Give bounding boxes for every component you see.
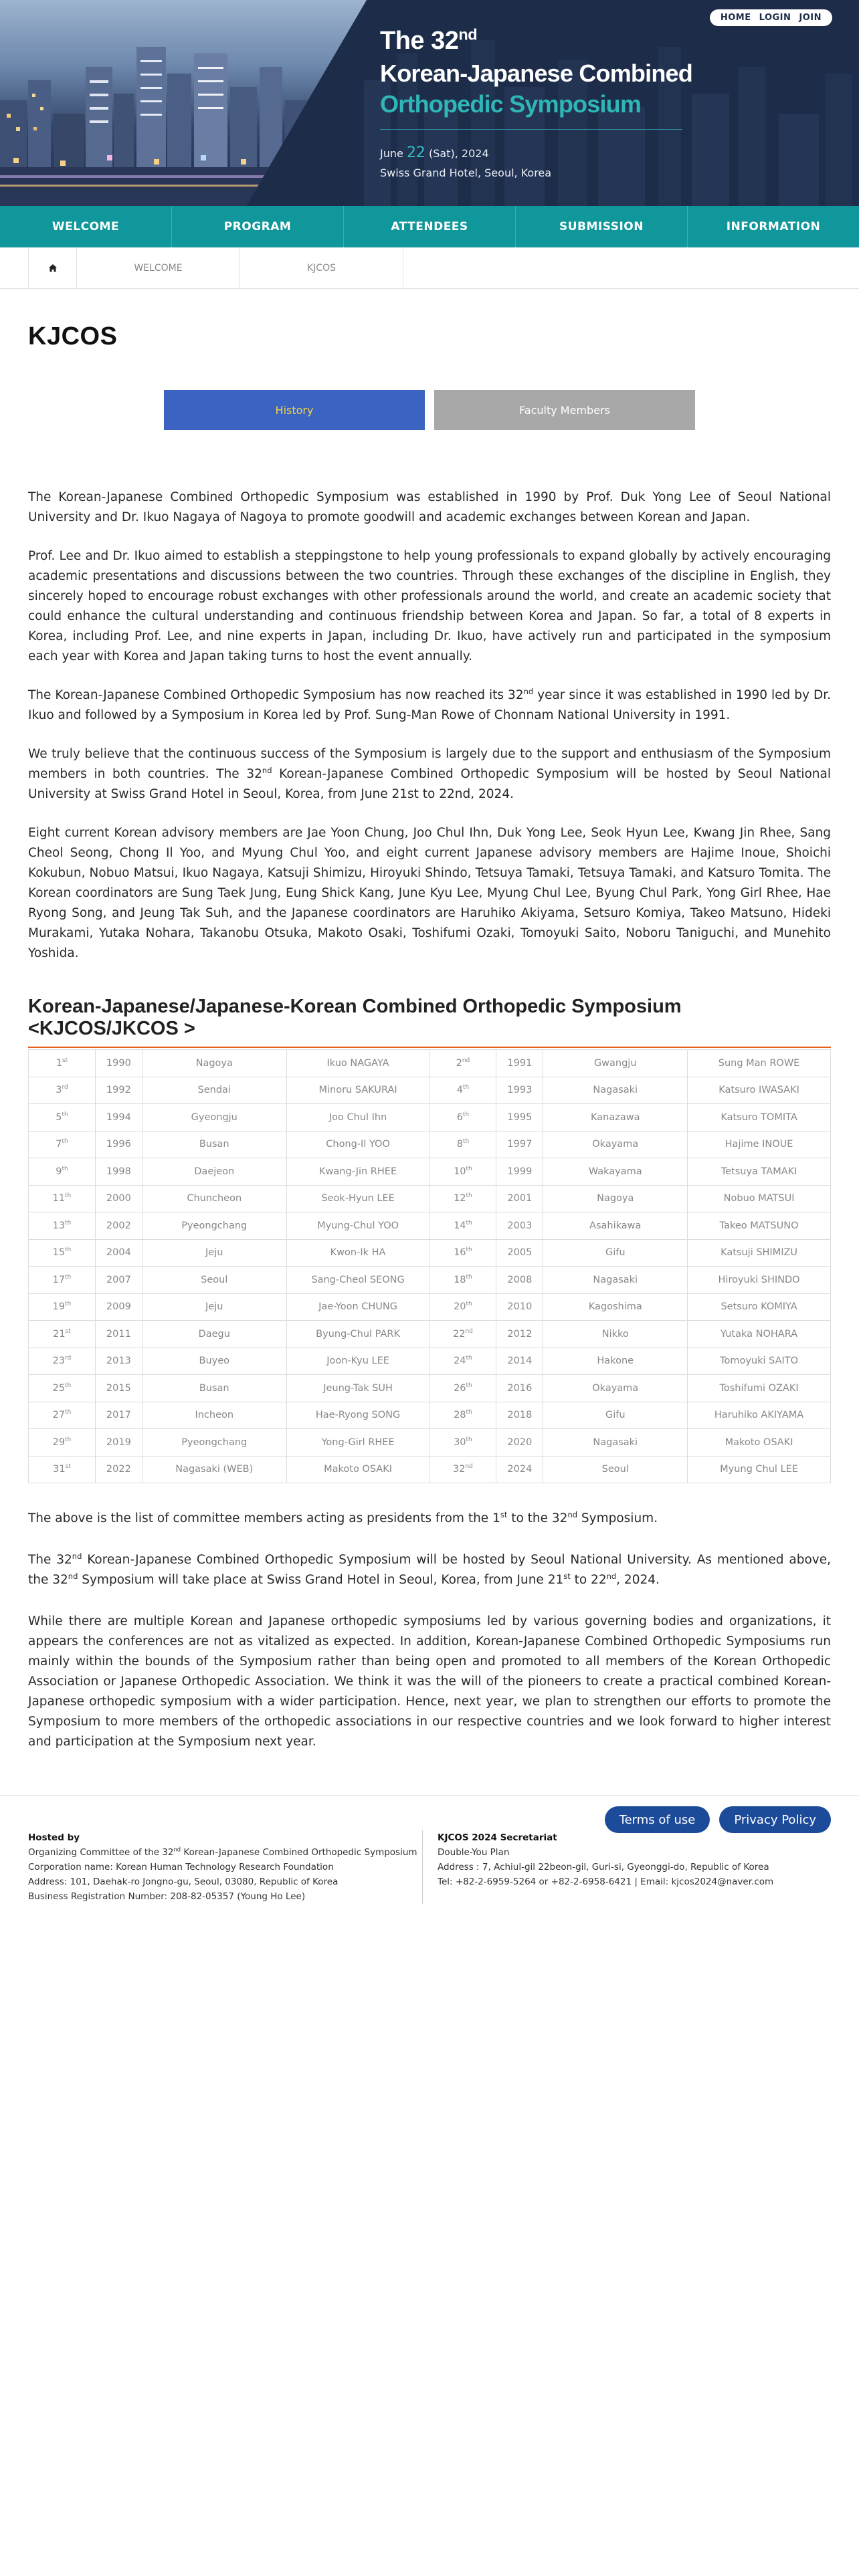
symposium-number: 6th [430, 1104, 496, 1132]
symposium-year: 2000 [95, 1185, 142, 1212]
main-nav [0, 206, 859, 247]
join-link[interactable]: JOIN [799, 13, 822, 23]
closing-paragraph-2: The 32nd Korean-Japanese Combined Orthopedic Symposium will be hosted by Seoul National University. As mentioned above, the 32nd Symposium will take place at Swiss Grand Hotel in Seoul, Korea, from June 21st to 22nd, 2024. [28, 1551, 831, 1587]
symposium-president: Hiroyuki SHINDO [688, 1267, 831, 1294]
intro-paragraph-2: Prof. Lee and Dr. Ikuo aimed to establish a steppingstone to help young professionals to expand globally by actively encouraging academic presentations and discussions between the two countries. Through these exchanges of the discipline in English, they sincerely hoped to encourage robust exchanges with other professionals around the world, and create an academic society that could enhance the cultural understanding and continuous friendship between Korea and Japan. So far, a total of 8 experts in Korea, including Prof. Lee, and nine experts in Japan, including Dr. Ikuo, have actively run and participated in the symposium each year with Korea and Japan taking turns to host the event annually. [28, 549, 831, 663]
nav-welcome[interactable]: WELCOME [0, 206, 172, 247]
tab-bar [28, 390, 831, 430]
table-row [29, 1267, 831, 1294]
symposium-year: 1993 [496, 1077, 543, 1104]
nav-program[interactable]: PROGRAM [172, 206, 344, 247]
symposium-year: 2007 [95, 1267, 142, 1294]
symposium-year: 2010 [496, 1293, 543, 1321]
tab-faculty-members[interactable]: Faculty Members [434, 390, 695, 430]
symposium-city: Chuncheon [142, 1185, 286, 1212]
secretariat-heading: KJCOS 2024 Secretariat [438, 1832, 557, 1843]
symposium-city: Incheon [142, 1402, 286, 1429]
symposium-president: Makoto OSAKI [688, 1429, 831, 1457]
host-registration: Business Registration Number: 208-82-05357 (Young Ho Lee) [28, 1891, 306, 1902]
symposium-city: Seoul [543, 1456, 688, 1483]
symposium-number: 22nd [430, 1321, 496, 1348]
table-row [29, 1239, 831, 1267]
symposium-city: Busan [142, 1375, 286, 1402]
nav-information[interactable]: INFORMATION [726, 220, 821, 233]
symposium-year: 2020 [496, 1429, 543, 1457]
symposium-city: Daejeon [142, 1158, 286, 1186]
hero-edition: The 32nd [380, 25, 478, 55]
symposium-president: Hajime INOUE [688, 1131, 831, 1158]
symposium-number: 26th [430, 1375, 496, 1402]
hero-banner [0, 0, 859, 206]
table-row [29, 1185, 831, 1212]
hero-date: June 22 (Sat), 2024 [380, 144, 489, 161]
symposium-number: 31st [29, 1456, 96, 1483]
symposium-president: Setsuro KOMIYA [688, 1293, 831, 1321]
symposium-year: 2009 [95, 1293, 142, 1321]
tab-history[interactable]: History [164, 390, 425, 430]
symposium-year: 2016 [496, 1375, 543, 1402]
secretariat-name: Double-You Plan [438, 1847, 510, 1858]
symposium-city: Okayama [543, 1131, 688, 1158]
symposium-year: 2013 [95, 1348, 142, 1375]
closing-paragraph-1: The above is the list of committee members acting as presidents from the 1st to the 32nd Symposium. [28, 1509, 658, 1525]
footer-buttons [605, 1806, 831, 1833]
symposium-number: 27th [29, 1402, 96, 1429]
symposium-number: 15th [29, 1239, 96, 1267]
symposium-city: Kanazawa [543, 1104, 688, 1132]
symposium-year: 2011 [95, 1321, 142, 1348]
symposium-president: Katsuro IWASAKI [688, 1077, 831, 1104]
hero-divider [380, 129, 682, 130]
symposium-city: Gwangju [543, 1050, 688, 1077]
symposium-president: Myung-Chul YOO [286, 1212, 430, 1240]
symposium-number: 13th [29, 1212, 96, 1240]
history-table [28, 1049, 831, 1483]
symposium-city: Jeju [142, 1239, 286, 1267]
history-section-title: Korean-Japanese/Japanese-Korean Combined Orthopedic Symposium <KJCOS/JKCOS > [28, 996, 831, 1048]
hero-photo [0, 0, 375, 206]
symposium-city: Nagoya [543, 1185, 688, 1212]
privacy-policy-button[interactable]: Privacy Policy [719, 1806, 831, 1833]
symposium-number: 8th [430, 1131, 496, 1158]
symposium-number: 5th [29, 1104, 96, 1132]
symposium-city: Jeju [142, 1293, 286, 1321]
symposium-year: 2024 [496, 1456, 543, 1483]
symposium-city: Nagoya [142, 1050, 286, 1077]
table-row [29, 1402, 831, 1429]
breadcrumb-level1[interactable]: WELCOME [77, 247, 240, 289]
symposium-president: Jae-Yoon CHUNG [286, 1293, 430, 1321]
symposium-president: Joon-Kyu LEE [286, 1348, 430, 1375]
symposium-president: Sung Man ROWE [688, 1050, 831, 1077]
table-row [29, 1131, 831, 1158]
symposium-year: 2005 [496, 1239, 543, 1267]
nav-submission[interactable]: SUBMISSION [516, 206, 688, 247]
symposium-president: Takeo MATSUNO [688, 1212, 831, 1240]
symposium-year: 2012 [496, 1321, 543, 1348]
symposium-city: Nagasaki [543, 1077, 688, 1104]
hero-text [380, 27, 692, 179]
symposium-year: 2014 [496, 1348, 543, 1375]
host-line: Organizing Committee of the 32nd Korean-Japanese Combined Orthopedic Symposium [28, 1846, 417, 1858]
symposium-president: Makoto OSAKI [286, 1456, 430, 1483]
symposium-number: 3rd [29, 1077, 96, 1104]
symposium-year: 1997 [496, 1131, 543, 1158]
symposium-city: Wakayama [543, 1158, 688, 1186]
home-link[interactable]: HOME [720, 13, 751, 23]
symposium-number: 7th [29, 1131, 96, 1158]
login-link[interactable]: LOGIN [759, 13, 791, 23]
main-content [0, 322, 859, 1752]
symposium-city: Nagasaki (WEB) [142, 1456, 286, 1483]
symposium-president: Ikuo NAGAYA [286, 1050, 430, 1077]
symposium-number: 2nd [430, 1050, 496, 1077]
breadcrumb-home[interactable] [29, 247, 77, 289]
symposium-number: 17th [29, 1267, 96, 1294]
symposium-year: 1991 [496, 1050, 543, 1077]
intro-paragraph-4: We truly believe that the continuous success of the Symposium is largely due to the support and enthusiasm of the Symposium members in both countries. The 32nd Korean-Japanese Combined Orthopedic Symposium will be hosted by Seoul National University at Swiss Grand Hotel in Seoul, Korea, from June 21st to 22nd, 2024. [28, 747, 831, 801]
symposium-city: Pyeongchang [142, 1429, 286, 1457]
symposium-number: 28th [430, 1402, 496, 1429]
symposium-number: 30th [430, 1429, 496, 1457]
symposium-president: Hae-Ryong SONG [286, 1402, 430, 1429]
terms-of-use-button[interactable]: Terms of use [605, 1806, 710, 1833]
symposium-city: Buyeo [142, 1348, 286, 1375]
intro-paragraph-5: Eight current Korean advisory members are Jae Yoon Chung, Joo Chul Ihn, Duk Yong Lee, Seok Hyun Lee, Kwang Jin Rhee, Sang Cheol Seong, Chong Il Yoo, and Myung Chul Yoo, and eight current Japanese advisory members are Hajime Inoue, Shoichi Kokubun, Nobuo Matsui, Ikuo Nagaya, Katsuji Shimizu, Hiroyuki Shindo, Tetsuya Tamaki, Tetsuya Tamaki, and Katsuro Tomita. The Korean coordinators are Sung Taek Jung, Eung Shick Kang, June Kyu Lee, Myung Chul Lee, Byung Chul Park, Yong Girl Rhee, Hae Ryong Song, and Jeung Tak Suh, and the Japanese coordinators are Haruhiko Akiyama, Setsuro Komiya, Takeo Matsuno, Hideki Murakami, Yutaka Nohara, Takanobu Otsuka, Makoto Osaki, Toshifumi Ozaki, Tomoyuki Saito, Noboru Taniguchi, and Munehito Yoshida. [28, 826, 831, 960]
symposium-city: Asahikawa [543, 1212, 688, 1240]
table-row [29, 1429, 831, 1457]
symposium-city: Okayama [543, 1375, 688, 1402]
symposium-number: 9th [29, 1158, 96, 1186]
footer-secretariat-info [438, 1830, 832, 1889]
symposium-year: 2008 [496, 1267, 543, 1294]
symposium-year: 1996 [95, 1131, 142, 1158]
symposium-number: 18th [430, 1267, 496, 1294]
symposium-number: 24th [430, 1348, 496, 1375]
symposium-year: 2001 [496, 1185, 543, 1212]
symposium-city: Pyeongchang [142, 1212, 286, 1240]
symposium-city: Kagoshima [543, 1293, 688, 1321]
symposium-president: Minoru SAKURAI [286, 1077, 430, 1104]
symposium-president: Sang-Cheol SEONG [286, 1267, 430, 1294]
symposium-number: 11th [29, 1185, 96, 1212]
closing-paragraph-3: While there are multiple Korean and Japanese orthopedic symposiums led by various governing bodies and organizations, it appears the conferences are not as vitalized as expected. In addition, Korean-Japanese Combined Orthopedic Symposiums run mainly within the bounds of the Symposium rather than being open and promoted to all members of the Korean Orthopedic Association or Japanese Orthopedic Association. We think it was the will of the pioneers to create a practical combined Korean-Japanese orthopedic symposium with a wider participation. Hence, next year, we plan to strengthen our efforts to promote the Symposium to more members of the orthopedic associations in our respective countries and we look forward to higher interest and participation at the Symposium next year. [28, 1614, 831, 1749]
symposium-president: Tomoyuki SAITO [688, 1348, 831, 1375]
symposium-city: Gifu [543, 1239, 688, 1267]
symposium-city: Nagasaki [543, 1429, 688, 1457]
symposium-number: 20th [430, 1293, 496, 1321]
symposium-number: 4th [430, 1077, 496, 1104]
utility-menu [710, 9, 832, 26]
page-title: KJCOS [28, 322, 118, 350]
symposium-city: Daegu [142, 1321, 286, 1348]
symposium-number: 1st [29, 1050, 96, 1077]
hero-venue: Swiss Grand Hotel, Seoul, Korea [380, 167, 552, 179]
symposium-year: 2022 [95, 1456, 142, 1483]
hero-title-line: Korean-Japanese Combined [380, 60, 692, 87]
symposium-number: 10th [430, 1158, 496, 1186]
host-corporation: Corporation name: Korean Human Technology Research Foundation [28, 1862, 334, 1872]
symposium-president: Yong-Girl RHEE [286, 1429, 430, 1457]
symposium-president: Jeung-Tak SUH [286, 1375, 430, 1402]
footer [0, 1795, 859, 1962]
symposium-year: 2004 [95, 1239, 142, 1267]
symposium-president: Haruhiko AKIYAMA [688, 1402, 831, 1429]
symposium-city: Gyeongju [142, 1104, 286, 1132]
symposium-president: Chong-Il YOO [286, 1131, 430, 1158]
symposium-president: Kwon-Ik HA [286, 1239, 430, 1267]
symposium-president: Myung Chul LEE [688, 1456, 831, 1483]
intro-paragraph-1: The Korean-Japanese Combined Orthopedic Symposium was established in 1990 by Prof. Duk Yong Lee of Seoul National University and Dr. Ikuo Nagaya of Nagoya to promote goodwill and academic exchanges between Korean and Japan. [28, 490, 831, 524]
symposium-city: Sendai [142, 1077, 286, 1104]
symposium-number: 14th [430, 1212, 496, 1240]
table-row [29, 1077, 831, 1104]
symposium-president: Tetsuya TAMAKI [688, 1158, 831, 1186]
host-heading: Hosted by [28, 1832, 80, 1843]
symposium-city: Nikko [543, 1321, 688, 1348]
secretariat-address: Address : 7, Achiul-gil 22beon-gil, Guri-si, Gyeonggi-do, Republic of Korea [438, 1862, 769, 1872]
host-address: Address: 101, Daehak-ro Jongno-gu, Seoul, 03080, Republic of Korea [28, 1876, 339, 1887]
symposium-year: 2002 [95, 1212, 142, 1240]
symposium-year: 2017 [95, 1402, 142, 1429]
table-row [29, 1104, 831, 1132]
table-row [29, 1375, 831, 1402]
symposium-number: 16th [430, 1239, 496, 1267]
symposium-number: 21st [29, 1321, 96, 1348]
symposium-president: Kwang-Jin RHEE [286, 1158, 430, 1186]
symposium-city: Seoul [142, 1267, 286, 1294]
table-row [29, 1293, 831, 1321]
symposium-year: 1990 [95, 1050, 142, 1077]
symposium-president: Joo Chul Ihn [286, 1104, 430, 1132]
symposium-year: 1992 [95, 1077, 142, 1104]
symposium-president: Katsuji SHIMIZU [688, 1239, 831, 1267]
secretariat-contact: Tel: +82-2-6959-5264 or +82-2-6958-6421 | Email: kjcos2024@naver.com [438, 1876, 774, 1887]
home-icon [48, 263, 58, 273]
symposium-year: 2015 [95, 1375, 142, 1402]
symposium-number: 19th [29, 1293, 96, 1321]
symposium-number: 32nd [430, 1456, 496, 1483]
symposium-number: 25th [29, 1375, 96, 1402]
symposium-city: Gifu [543, 1402, 688, 1429]
table-row [29, 1321, 831, 1348]
breadcrumb-level2[interactable]: KJCOS [240, 247, 403, 289]
symposium-city: Hakone [543, 1348, 688, 1375]
symposium-year: 1995 [496, 1104, 543, 1132]
symposium-president: Toshifumi OZAKI [688, 1375, 831, 1402]
table-row [29, 1212, 831, 1240]
table-row [29, 1348, 831, 1375]
symposium-president: Seok-Hyun LEE [286, 1185, 430, 1212]
symposium-president: Yutaka NOHARA [688, 1321, 831, 1348]
symposium-year: 1998 [95, 1158, 142, 1186]
symposium-city: Busan [142, 1131, 286, 1158]
symposium-city: Nagasaki [543, 1267, 688, 1294]
symposium-year: 2018 [496, 1402, 543, 1429]
symposium-president: Katsuro TOMITA [688, 1104, 831, 1132]
symposium-number: 29th [29, 1429, 96, 1457]
symposium-president: Nobuo MATSUI [688, 1185, 831, 1212]
table-row [29, 1456, 831, 1483]
intro-paragraph-3: The Korean-Japanese Combined Orthopedic Symposium has now reached its 32nd year since it was established in 1990 led by Dr. Ikuo and followed by a Symposium in Korea led by Prof. Sung-Man Rowe of Chonnam National University in 1991. [28, 686, 831, 722]
city-photo-illustration [0, 0, 375, 206]
table-row [29, 1050, 831, 1077]
symposium-year: 2019 [95, 1429, 142, 1457]
symposium-number: 23rd [29, 1348, 96, 1375]
hero-subtitle-line: Orthopedic Symposium [380, 90, 642, 118]
footer-host-info [28, 1830, 423, 1904]
symposium-president: Byung-Chul PARK [286, 1321, 430, 1348]
table-row [29, 1158, 831, 1186]
nav-attendees[interactable]: ATTENDEES [344, 206, 516, 247]
symposium-year: 1994 [95, 1104, 142, 1132]
breadcrumb [0, 247, 859, 289]
symposium-year: 1999 [496, 1158, 543, 1186]
symposium-number: 12th [430, 1185, 496, 1212]
symposium-year: 2003 [496, 1212, 543, 1240]
